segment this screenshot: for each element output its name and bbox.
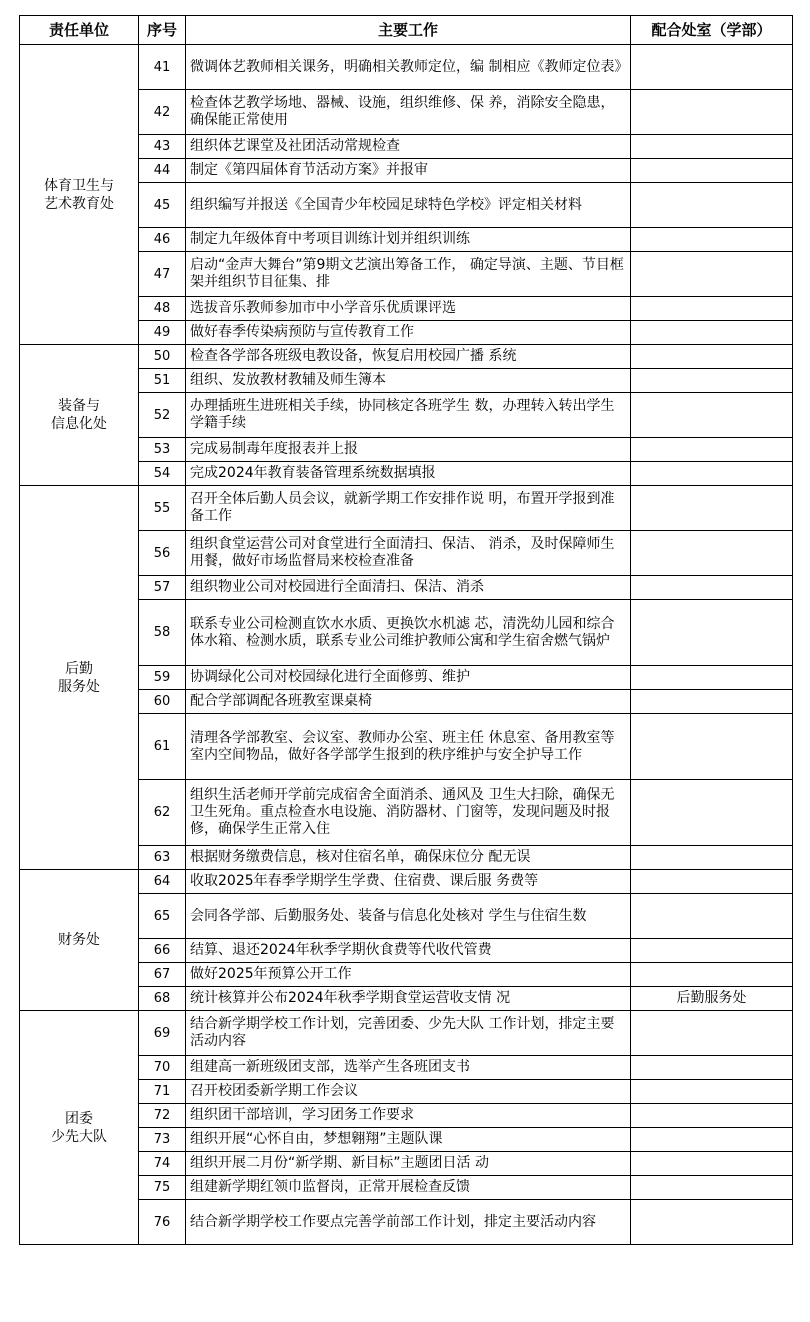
coop-cell <box>631 135 793 159</box>
work-cell: 根据财务缴费信息，核对住宿名单，确保床位分 配无误 <box>186 846 631 870</box>
work-cell: 组织、发放教材教辅及师生簿本 <box>186 369 631 393</box>
work-cell: 做好春季传染病预防与宣传教育工作 <box>186 321 631 345</box>
work-cell: 召开校团委新学期工作会议 <box>186 1080 631 1104</box>
coop-cell <box>631 159 793 183</box>
dept-label: 团委 少先大队 <box>51 1110 107 1145</box>
num-cell: 66 <box>139 939 186 963</box>
work-cell: 微调体艺教师相关课务，明确相关教师定位，编 制相应《教师定位表》 <box>186 45 631 90</box>
coop-cell <box>631 1104 793 1128</box>
dept-label: 财务处 <box>58 932 100 948</box>
coop-cell <box>631 894 793 939</box>
coop-cell <box>631 1200 793 1245</box>
coop-cell <box>631 438 793 462</box>
num-cell: 69 <box>139 1011 186 1056</box>
work-cell: 统计核算并公布2024年秋季学期食堂运营收支情 况 <box>186 987 631 1011</box>
coop-cell <box>631 252 793 297</box>
header-dept: 责任单位 <box>20 16 139 45</box>
coop-cell <box>631 714 793 780</box>
num-cell: 68 <box>139 987 186 1011</box>
work-cell: 完成易制毒年度报表并上报 <box>186 438 631 462</box>
num-cell: 74 <box>139 1152 186 1176</box>
coop-cell <box>631 228 793 252</box>
coop-cell <box>631 690 793 714</box>
dept-cell <box>20 486 139 870</box>
coop-cell <box>631 1128 793 1152</box>
work-cell: 结算、退还2024年秋季学期伙食费等代收代管费 <box>186 939 631 963</box>
coop-cell <box>631 486 793 531</box>
coop-cell <box>631 1011 793 1056</box>
num-cell: 43 <box>139 135 186 159</box>
num-cell: 76 <box>139 1200 186 1245</box>
work-cell: 制定九年级体育中考项目训练计划并组织训练 <box>186 228 631 252</box>
num-cell: 55 <box>139 486 186 531</box>
num-cell: 71 <box>139 1080 186 1104</box>
work-cell: 组织体艺课堂及社团活动常规检查 <box>186 135 631 159</box>
work-cell: 联系专业公司检测直饮水水质、更换饮水机滤 芯，清洗幼儿园和综合体水箱、检测水质，联系专业公司维护教师公寓和学生宿舍燃气锅炉 <box>186 600 631 666</box>
coop-cell <box>631 846 793 870</box>
work-cell: 结合新学期学校工作要点完善学前部工作计划，排定主要活动内容 <box>186 1200 631 1245</box>
header-row <box>20 16 793 45</box>
work-cell: 启动“金声大舞台”第9期文艺演出筹备工作， 确定导演、主题、节目框架并组织节目征集、排 <box>186 252 631 297</box>
num-cell: 64 <box>139 870 186 894</box>
num-cell: 59 <box>139 666 186 690</box>
work-cell: 检查各学部各班级电教设备，恢复启用校园广播 系统 <box>186 345 631 369</box>
coop-cell <box>631 600 793 666</box>
num-cell: 48 <box>139 297 186 321</box>
work-cell: 组织物业公司对校园进行全面清扫、保洁、消杀 <box>186 576 631 600</box>
work-cell: 做好2025年预算公开工作 <box>186 963 631 987</box>
coop-cell <box>631 666 793 690</box>
header-work: 主要工作 <box>186 16 631 45</box>
table-row <box>20 486 793 531</box>
coop-cell <box>631 939 793 963</box>
num-cell: 65 <box>139 894 186 939</box>
coop-cell <box>631 780 793 846</box>
num-cell: 63 <box>139 846 186 870</box>
num-cell: 67 <box>139 963 186 987</box>
table-body <box>20 45 793 1245</box>
coop-cell <box>631 870 793 894</box>
coop-cell: 后勤服务处 <box>631 987 793 1011</box>
num-cell: 52 <box>139 393 186 438</box>
work-cell: 清理各学部教室、会议室、教师办公室、班主任 休息室、备用教室等室内空间物品，做好各学部学生报到的秩序维护与安全护导工作 <box>186 714 631 780</box>
num-cell: 53 <box>139 438 186 462</box>
num-cell: 51 <box>139 369 186 393</box>
work-table <box>19 15 793 1245</box>
coop-cell <box>631 1080 793 1104</box>
num-cell: 57 <box>139 576 186 600</box>
work-cell: 检查体艺教学场地、器械、设施，组织维修、保 养，消除安全隐患，确保能正常使用 <box>186 90 631 135</box>
work-cell: 组织编写并报送《全国青少年校园足球特色学校》评定相关材料 <box>186 183 631 228</box>
num-cell: 58 <box>139 600 186 666</box>
coop-cell <box>631 45 793 90</box>
header-coop: 配合处室（学部） <box>631 16 793 45</box>
work-cell: 召开全体后勤人员会议，就新学期工作安排作说 明，布置开学报到准备工作 <box>186 486 631 531</box>
work-cell: 收取2025年春季学期学生学费、住宿费、课后服 务费等 <box>186 870 631 894</box>
num-cell: 61 <box>139 714 186 780</box>
dept-label: 装备与 信息化处 <box>51 398 107 432</box>
num-cell: 46 <box>139 228 186 252</box>
work-cell: 制定《第四届体育节活动方案》并报审 <box>186 159 631 183</box>
coop-cell <box>631 963 793 987</box>
work-cell: 会同各学部、后勤服务处、装备与信息化处核对 学生与住宿生数 <box>186 894 631 939</box>
num-cell: 56 <box>139 531 186 576</box>
dept-cell <box>20 45 139 345</box>
header-num: 序号 <box>139 16 186 45</box>
dept-label: 后勤 服务处 <box>58 660 100 695</box>
coop-cell <box>631 531 793 576</box>
work-cell: 办理插班生进班相关手续，协同核定各班学生 数，办理转入转出学生学籍手续 <box>186 393 631 438</box>
dept-label: 体育卫生与 艺术教育处 <box>44 177 114 212</box>
coop-cell <box>631 1176 793 1200</box>
coop-cell <box>631 345 793 369</box>
coop-cell <box>631 321 793 345</box>
num-cell: 45 <box>139 183 186 228</box>
coop-cell <box>631 369 793 393</box>
work-cell: 完成2024年教育装备管理系统数据填报 <box>186 462 631 486</box>
num-cell: 41 <box>139 45 186 90</box>
num-cell: 42 <box>139 90 186 135</box>
table-row <box>20 45 793 90</box>
work-cell: 组织开展“心怀自由，梦想翱翔”主题队课 <box>186 1128 631 1152</box>
work-cell: 协调绿化公司对校园绿化进行全面修剪、维护 <box>186 666 631 690</box>
table-row <box>20 1011 793 1056</box>
coop-cell <box>631 576 793 600</box>
coop-cell <box>631 90 793 135</box>
coop-cell <box>631 183 793 228</box>
coop-cell <box>631 297 793 321</box>
coop-cell <box>631 1056 793 1080</box>
table-row <box>20 870 793 894</box>
work-cell: 组织生活老师开学前完成宿舍全面消杀、通风及 卫生大扫除，确保无卫生死角。重点检查水电设施、消防器材、门窗等，发现问题及时报修，确保学生正常入住 <box>186 780 631 846</box>
num-cell: 60 <box>139 690 186 714</box>
work-cell: 组织团干部培训，学习团务工作要求 <box>186 1104 631 1128</box>
dept-cell <box>20 870 139 1011</box>
num-cell: 44 <box>139 159 186 183</box>
num-cell: 72 <box>139 1104 186 1128</box>
work-cell: 结合新学期学校工作计划，完善团委、少先大队 工作计划，排定主要活动内容 <box>186 1011 631 1056</box>
num-cell: 70 <box>139 1056 186 1080</box>
coop-cell <box>631 462 793 486</box>
coop-cell <box>631 1152 793 1176</box>
work-cell: 组建高一新班级团支部，选举产生各班团支书 <box>186 1056 631 1080</box>
work-cell: 组建新学期红领巾监督岗，正常开展检查反馈 <box>186 1176 631 1200</box>
num-cell: 47 <box>139 252 186 297</box>
work-cell: 组织开展二月份“新学期、新目标”主题团日活 动 <box>186 1152 631 1176</box>
num-cell: 54 <box>139 462 186 486</box>
num-cell: 73 <box>139 1128 186 1152</box>
num-cell: 50 <box>139 345 186 369</box>
work-cell: 选拔音乐教师参加市中小学音乐优质课评选 <box>186 297 631 321</box>
num-cell: 62 <box>139 780 186 846</box>
work-cell: 组织食堂运营公司对食堂进行全面清扫、保洁、 消杀，及时保障师生用餐，做好市场监督局来校检查准备 <box>186 531 631 576</box>
dept-cell <box>20 345 139 486</box>
work-cell: 配合学部调配各班教室课桌椅 <box>186 690 631 714</box>
num-cell: 49 <box>139 321 186 345</box>
dept-cell <box>20 1011 139 1245</box>
num-cell: 75 <box>139 1176 186 1200</box>
coop-cell <box>631 393 793 438</box>
table-row <box>20 345 793 369</box>
